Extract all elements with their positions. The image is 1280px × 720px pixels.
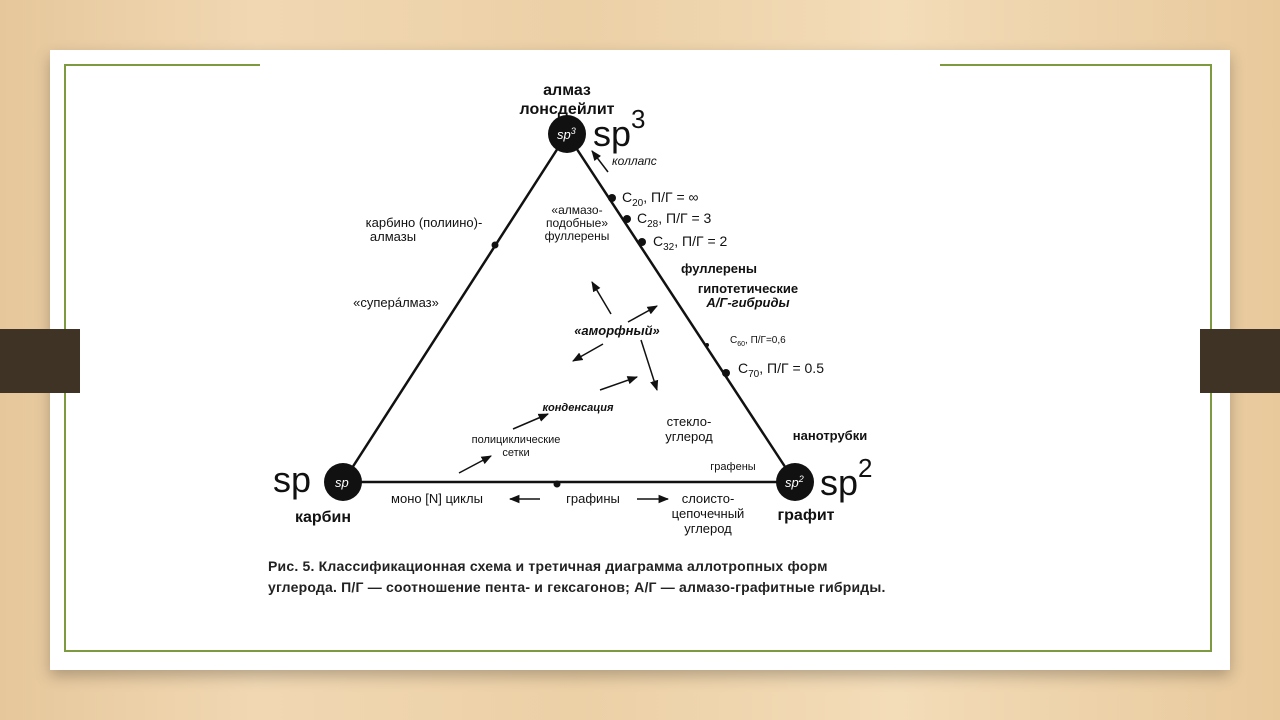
label-nanotubes: нанотрубки <box>792 428 868 443</box>
label-layered-3: углерод <box>684 521 732 536</box>
point-graphynes <box>554 481 561 488</box>
label-c28: $C_{28}$, П/Г = 3 <box>637 210 712 230</box>
label-hypothetical: гипотетические <box>697 281 799 296</box>
name-lonsdaleite: лонсдейлит <box>519 101 615 118</box>
label-layered-2: цепочечный <box>671 506 745 521</box>
label-diamond-like-3: фуллерены <box>544 229 610 243</box>
point-c20 <box>608 194 616 202</box>
arrow-amorphous-up <box>592 282 611 314</box>
label-c60: $C_{60}$, П/Г=0,6 <box>730 335 786 348</box>
badge-sp2: $sp^2$ <box>785 474 804 490</box>
label-fullerenes: фуллерены <box>681 261 757 276</box>
point-c70 <box>722 369 730 377</box>
arrow-condensation-2 <box>513 414 548 429</box>
label-graphynes: графины <box>566 491 620 506</box>
name-carbyne: карбин <box>294 509 352 526</box>
arrow-collapse <box>592 151 608 172</box>
point-carbyne-diamonds <box>492 242 499 249</box>
label-mono-cycles: моно [N] циклы <box>391 491 483 506</box>
name-graphite: графит <box>777 507 835 524</box>
label-c20: $C_{20}$, П/Г = ∞ <box>622 189 699 209</box>
label-ag-hybrids: А/Г-гибриды <box>706 295 790 310</box>
label-diamond-like-2: подобные» <box>545 216 609 230</box>
label-diamond-like-1: «алмазо- <box>551 203 603 217</box>
label-collapse: коллапс <box>612 154 657 168</box>
label-amorphous: «аморфный» <box>574 323 660 338</box>
label-glassy-1: стекло- <box>666 414 712 429</box>
label-superalmaz: «суперáлмаз» <box>353 295 439 310</box>
label-condensation: конденсация <box>542 402 614 414</box>
label-polycyclic-1: полициклические <box>471 434 561 446</box>
arrow-polycyclic <box>459 456 491 473</box>
label-glassy-2: углерод <box>665 429 713 444</box>
label-carbyne-diamonds-2: алмазы <box>369 229 417 244</box>
point-c28 <box>623 215 631 223</box>
label-polycyclic-2: сетки <box>502 447 530 459</box>
figure-caption: Рис. 5. Классификационная схема и третичная диаграмма аллотропных форм углерода. П/Г — соотношение пента- и гексагонов; А/Г — алмазо-графитные гибриды. <box>268 558 886 595</box>
label-c32: $C_{32}$, П/Г = 2 <box>653 233 728 253</box>
label-carbyne-diamonds-1: карбино (полиино)- <box>365 215 483 230</box>
name-diamond: алмаз <box>543 82 591 99</box>
point-c60 <box>705 343 709 347</box>
label-sp: sp <box>273 459 312 500</box>
label-graphenes: графены <box>710 461 756 473</box>
arrow-amorphous-right <box>628 306 657 322</box>
badge-sp: sp <box>335 475 349 490</box>
label-sp3: $sp^3$ <box>593 104 646 154</box>
label-sp2: $sp^2$ <box>820 453 873 503</box>
badge-sp3: $sp^3$ <box>557 126 576 142</box>
arrow-amorphous-down <box>641 340 657 390</box>
arrow-amorphous-left <box>573 344 603 361</box>
label-c70: $C_{70}$, П/Г = 0.5 <box>738 360 824 380</box>
point-c32 <box>638 238 646 246</box>
arrow-condensation-1 <box>600 377 637 390</box>
label-layered-1: слоисто- <box>681 491 735 506</box>
